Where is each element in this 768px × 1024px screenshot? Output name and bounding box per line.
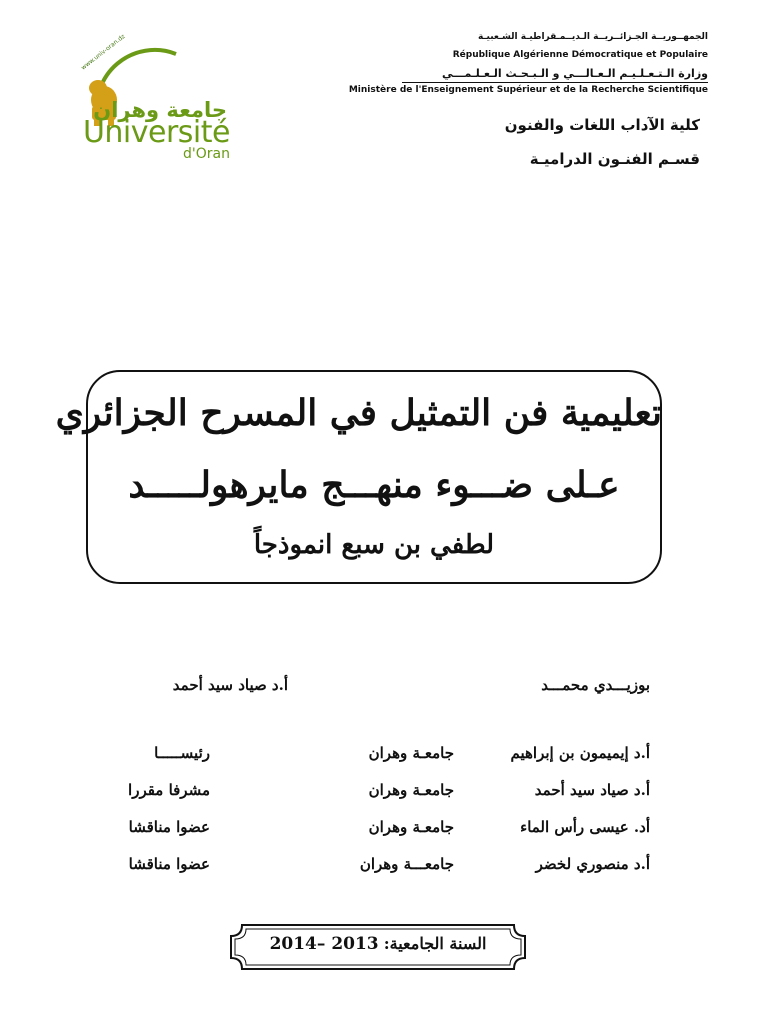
jury-row xyxy=(100,855,650,892)
thesis-title-line-2: عـلى ضـــوء منهـــج مايرهولـــــد xyxy=(128,464,620,506)
academic-year-label: السنة الجامعية: xyxy=(383,934,487,953)
jury-member-name: أ.د صياد سيد أحمد xyxy=(534,781,650,799)
jury-member-role: عضوا مناقشا xyxy=(128,855,210,873)
jury-member-name: أد. عيسى رأس الماء xyxy=(520,818,650,836)
supervisor-name: أ.د صياد سيد أحمد xyxy=(172,676,288,694)
faculty-name: كلية الآداب اللغات والفنون xyxy=(504,116,700,134)
jury-member-role: مشرفا مقررا xyxy=(128,781,210,799)
jury-member-university: جامعـــة وهران xyxy=(359,855,454,873)
jury-member-name: أ.د إيميمون بن إبراهيم xyxy=(510,744,650,762)
ministry-arabic: وزارة الـتـعـلـيـم الـعـالـــي و الـبـحـث الـعـلـمـــي xyxy=(442,67,708,80)
jury-member-university: جامعـة وهران xyxy=(368,744,454,762)
department-name: قسـم الفنـون الدراميـة xyxy=(529,150,700,168)
student-name: بوزيـــدي محمـــد xyxy=(541,676,650,694)
logo-url: www.univ-oran.dz xyxy=(80,33,127,72)
jury-table xyxy=(100,744,650,892)
jury-member-name: أ.د منصوري لخضر xyxy=(535,855,650,873)
ministry-french: Ministère de l'Enseignement Supérieur et de la Recherche Scientifique xyxy=(348,85,708,95)
academic-year xyxy=(228,934,528,954)
logo-name-french: Université xyxy=(82,115,230,150)
republic-french: République Algérienne Démocratique et Populaire xyxy=(452,50,708,60)
jury-member-role: رئيســـــا xyxy=(154,744,210,762)
thesis-title-line-1: تعليمية فن التمثيل في المسرح الجزائري xyxy=(55,392,662,434)
thesis-title-line-3: لطفي بن سبع انموذجاً xyxy=(253,530,495,560)
jury-member-university: جامعـة وهران xyxy=(368,781,454,799)
jury-member-university: جامعـة وهران xyxy=(368,818,454,836)
republic-arabic: الجمهــوريــة الجـزائــريــة الـديــمـقراطيـة الشـعبيـة xyxy=(477,32,708,42)
jury-row xyxy=(100,818,650,855)
header-divider xyxy=(402,82,708,83)
jury-row xyxy=(100,744,650,781)
academic-year-value: 2013 –2014 xyxy=(269,934,379,954)
jury-member-role: عضوا مناقشا xyxy=(128,818,210,836)
logo-name-arabic: جامعة وهران xyxy=(93,98,227,122)
logo-name-oran: d'Oran xyxy=(183,146,230,162)
jury-row xyxy=(100,781,650,818)
